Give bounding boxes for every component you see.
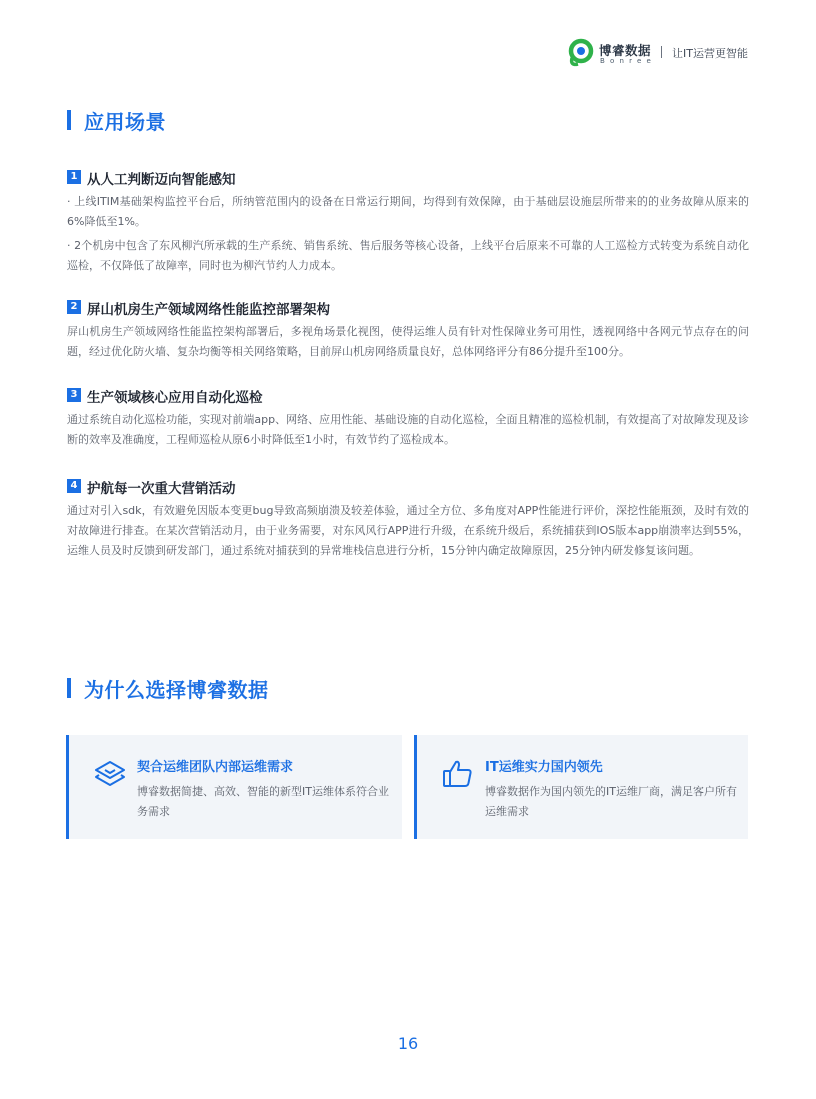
section-title-text: 为什么选择博睿数据: [84, 678, 269, 702]
bonree-logo-icon: [566, 38, 596, 68]
card-title: 契合运维团队内部运维需求: [137, 760, 294, 775]
subheading-text: 护航每一次重大营销活动: [87, 481, 236, 497]
title-accent-bar: [67, 678, 71, 698]
logo-text-cn: 博睿数据: [599, 43, 652, 58]
card-description: 博睿数据作为国内领先的IT运维厂商，满足客户所有运维需求: [485, 785, 737, 818]
paragraph: 通过系统自动化巡检功能，实现对前端app、网络、应用性能、基础设施的自动化巡检，全面且精准的巡检机制，有效提高了对故障发现及诊断的效率及准确度，工程师巡检从原6小时降低至1小时，有效节约了巡检成本。: [67, 413, 749, 446]
page-number: 16: [397, 1034, 419, 1053]
item-number-badge: 3: [67, 388, 81, 402]
paragraph: 屏山机房生产领域网络性能监控架构部署后，多视角场景化视图，使得运维人员有针对性保障业务可用性，透视网络中各网元节点存在的问题，经过优化防火墙、复杂均衡等相关网络策略，目前屏山机房网络质量良好，总体网络评分有86分提升至100分。: [67, 325, 749, 358]
thumbs-up-icon: [441, 757, 475, 791]
card-description: 博睿数据简捷、高效、智能的新型IT运维体系符合业务需求: [137, 785, 389, 818]
card-title: IT运维实力国内领先: [485, 760, 603, 775]
feature-card-1: [66, 735, 402, 839]
paragraph: · 2个机房中包含了东风柳汽所承载的生产系统、销售系统、售后服务等核心设备，上线平台后原来不可靠的人工巡检方式转变为系统自动化巡检，不仅降低了故障率，同时也为柳汽节约人力成本。: [67, 239, 749, 272]
section-title-text: 应用场景: [84, 110, 166, 134]
slogan: 让IT运营更智能: [672, 47, 748, 60]
logo-text-en: Bonree: [600, 57, 657, 65]
subheading-text: 从人工判断迈向智能感知: [87, 172, 236, 188]
feature-card-2: [414, 735, 748, 839]
title-accent-bar: [67, 110, 71, 130]
layers-icon: [93, 757, 127, 791]
item-number-badge: 1: [67, 170, 81, 184]
subheading-text: 屏山机房生产领域网络性能监控部署架构: [87, 302, 330, 318]
brand-header: [566, 38, 756, 70]
paragraph: · 上线ITIM基础架构监控平台后，所纳管范围内的设备在日常运行期间，均得到有效保障，由于基础层设施层所带来的的业务故障从原来的6%降低至1%。: [67, 195, 749, 228]
subheading-text: 生产领域核心应用自动化巡检: [87, 390, 263, 406]
item-number-badge: 4: [67, 479, 81, 493]
slogan-divider: [661, 46, 662, 58]
paragraph: 通过对引入sdk，有效避免因版本变更bug导致高频崩溃及较差体验，通过全方位、多角度对APP性能进行评价，深挖性能瓶颈，及时有效的对故障进行排查。在某次营销活动月，由于业务需要，对东风风行APP进行升级，在系统升级后，系统捕获到IOS版本app崩溃率达到55%，运维人员及时反馈到研发部门，通过系统对捕获到的异常堆栈信息进行分析，15分钟内确定故障原因，25分钟内研发修复该问题。: [67, 504, 749, 557]
item-number-badge: 2: [67, 300, 81, 314]
